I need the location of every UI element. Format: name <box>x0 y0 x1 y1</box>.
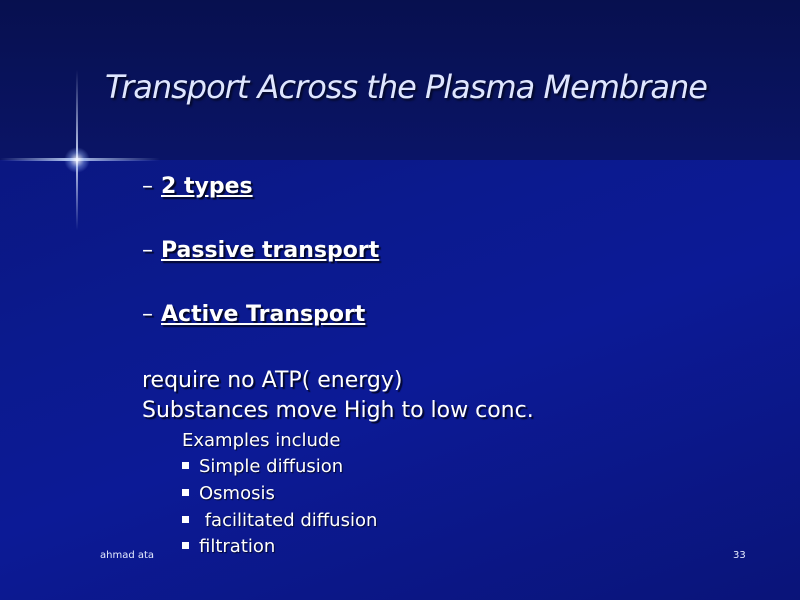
dash-item-active-transport <box>142 302 365 327</box>
dash-marker: – <box>142 174 153 199</box>
list-item-label: Simple diffusion <box>199 456 344 477</box>
footer-author: ahmad ata <box>100 550 155 561</box>
list-item-label: filtration <box>199 536 276 557</box>
page-number: 33 <box>733 550 746 561</box>
text-line-atp: require no ATP( energy) <box>142 368 403 393</box>
dash-item-types <box>142 174 253 199</box>
list-item-label: Osmosis <box>199 483 275 504</box>
list-item-osmosis <box>182 483 275 504</box>
square-bullet-icon <box>182 489 189 496</box>
slide-title: Transport Across the Plasma Membrane <box>105 68 707 106</box>
dash-marker: – <box>142 302 153 327</box>
text-line-concentration: Substances move High to low conc. <box>142 398 534 423</box>
list-item-simple-diffusion <box>182 456 343 477</box>
examples-header: Examples include <box>182 430 341 451</box>
list-item-filtration <box>182 536 275 557</box>
dash-item-text: Passive transport <box>161 238 380 263</box>
dash-item-passive-transport <box>142 238 379 263</box>
dash-marker: – <box>142 238 153 263</box>
square-bullet-icon <box>182 542 189 549</box>
dash-item-text: Active Transport <box>161 302 366 327</box>
list-item-label: facilitated diffusion <box>199 510 378 531</box>
light-flare-glow <box>64 147 90 173</box>
list-item-facilitated-diffusion <box>182 510 377 531</box>
square-bullet-icon <box>182 462 189 469</box>
square-bullet-icon <box>182 516 189 523</box>
dash-item-text: 2 types <box>161 174 253 199</box>
